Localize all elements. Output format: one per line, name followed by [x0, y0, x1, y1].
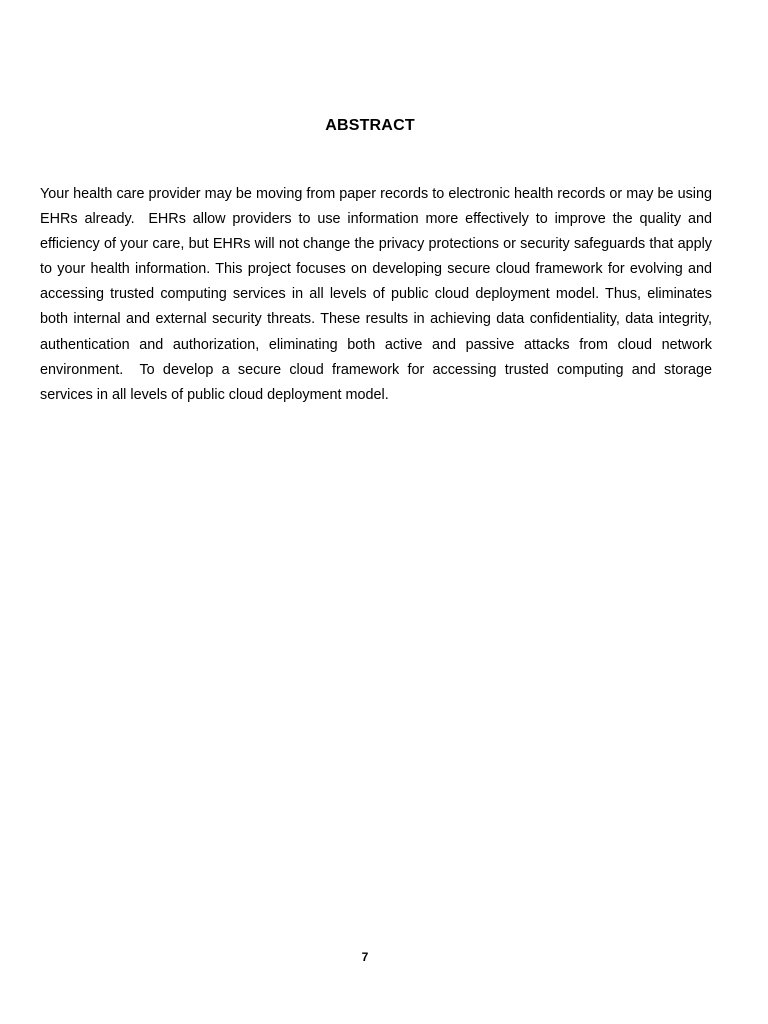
abstract-heading: ABSTRACT	[325, 117, 415, 134]
abstract-paragraph: Your health care provider may be moving from paper records to electronic health records or may be using EHRs already. EHRs allow providers to use information more effectively to improve the quality and efficiency of your care, but EHRs will not change the privacy protections or security safeguards that apply to your health information. This project focuses on developing secure cloud framework for evolving and accessing trusted computing services in all levels of public cloud deployment model. Thus, eliminates both internal and external security threats. These results in achieving data confidentiality, data integrity, authentication and authorization, eliminating both active and passive attacks from cloud network environment. To develop a secure cloud framework for accessing trusted computing and storage services in all levels of public cloud deployment model.	[40, 186, 716, 403]
page-number: 7	[361, 950, 369, 964]
